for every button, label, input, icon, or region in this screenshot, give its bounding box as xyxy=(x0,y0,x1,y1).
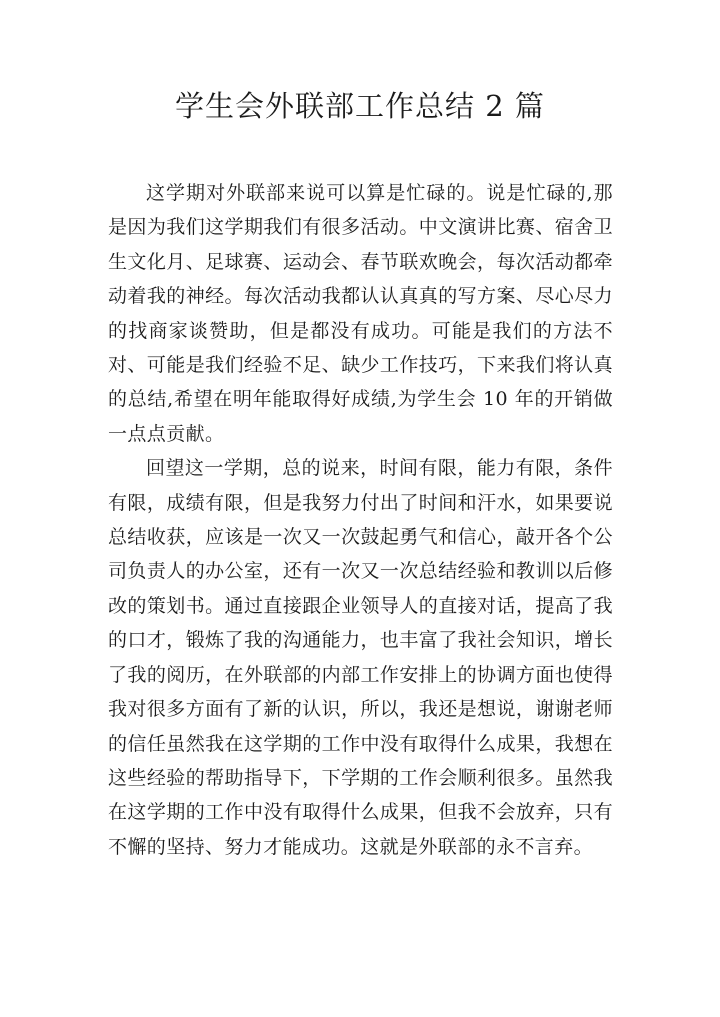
document-title: 学生会外联部工作总结 2 篇 xyxy=(175,89,545,123)
paragraph-2: 回望这一学期，总的说来，时间有限，能力有限，条件有限，成绩有限，但是我努力付出了时间和汗水，如果要说总结收获，应该是一次又一次鼓起勇气和信心，敲开各个公司负责人的办公室，还有一次又一次总结经验和教训以后修改的策划书。通过直接跟企业领导人的直接对话，提高了我的口才，锻炼了我的沟通能力，也丰富了我社会知识，增长了我的阅历，在外联部的内部工作安排上的协调方面也使得我对很多方面有了新的认识，所以，我还是想说，谢谢老师的信任虽然我在这学期的工作中没有取得什么成果，我想在这些经验的帮助指导下，下学期的工作会顺利很多。虽然我在这学期的工作中没有取得什么成果，但我不会放弃，只有不懈的坚持、努力才能成功。这就是外联部的永不言弃。 xyxy=(108,457,613,858)
paragraph-1: 这学期对外联部来说可以算是忙碌的。说是忙碌的,那是因为我们这学期我们有很多活动。中文演讲比赛、宿舍卫生文化月、足球赛、运动会、春节联欢晚会，每次活动都牵动着我的神经。每次活动我都认认真真的写方案、尽心尽力的找商家谈赞助，但是都没有成功。可能是我们的方法不对、可能是我们经验不足、缺少工作技巧，下来我们将认真的总结,希望在明年能取得好成绩,为学生会 10 年的开销做一点点贡献。 xyxy=(108,182,613,445)
document-body xyxy=(108,176,613,864)
